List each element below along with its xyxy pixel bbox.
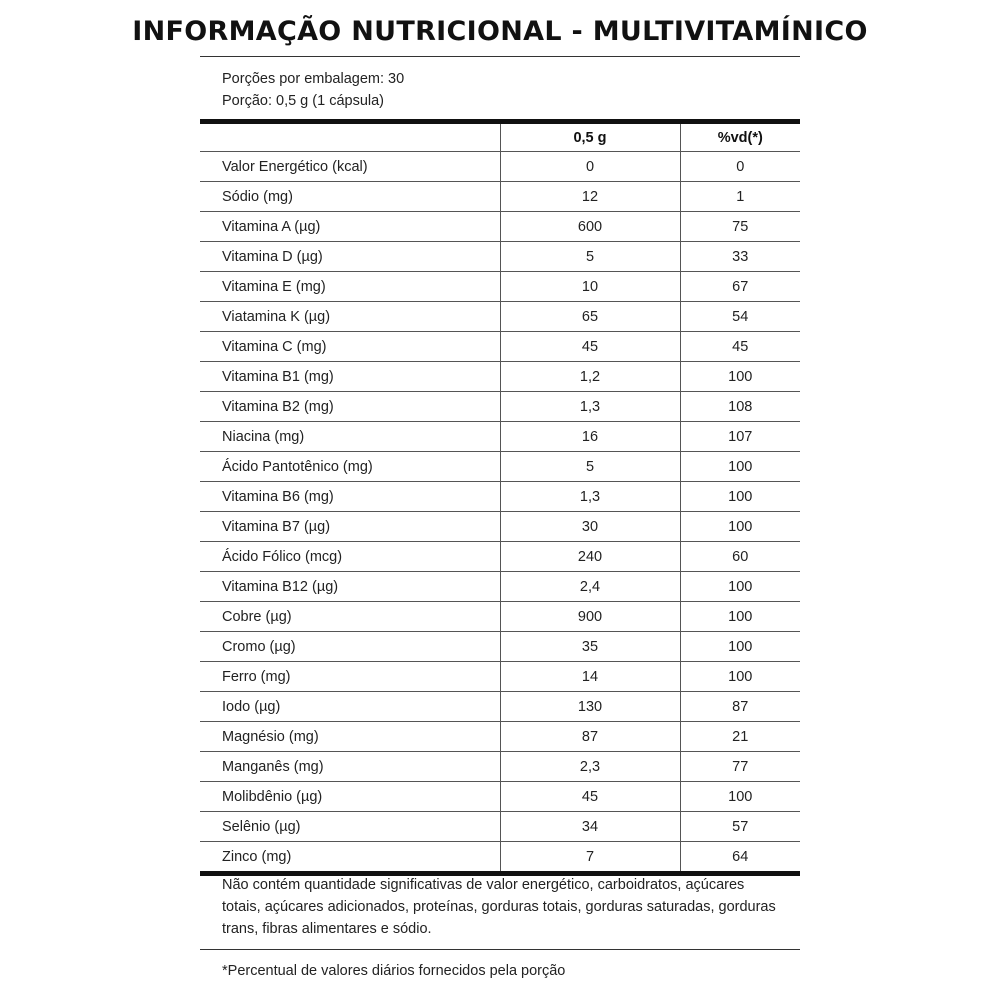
nutrient-amount: 130 xyxy=(500,692,680,722)
table-row xyxy=(200,572,800,602)
nutrient-amount: 16 xyxy=(500,422,680,452)
table-row xyxy=(200,422,800,452)
table-row xyxy=(200,602,800,632)
nutrient-name: Vitamina B12 (µg) xyxy=(200,572,500,602)
table-row xyxy=(200,332,800,362)
nutrient-daily-value: 21 xyxy=(680,722,800,752)
percent-daily-note: *Percentual de valores diários fornecidos pela porção xyxy=(222,963,566,979)
nutrient-daily-value: 1 xyxy=(680,182,800,212)
nutrient-name: Viatamina K (µg) xyxy=(200,302,500,332)
table-header-row xyxy=(200,122,800,152)
nutrient-name: Niacina (mg) xyxy=(200,422,500,452)
table-row xyxy=(200,632,800,662)
nutrient-amount: 10 xyxy=(500,272,680,302)
nutrient-amount: 0 xyxy=(500,152,680,182)
nutrient-daily-value: 108 xyxy=(680,392,800,422)
nutrient-name: Vitamina D (µg) xyxy=(200,242,500,272)
nutrient-daily-value: 100 xyxy=(680,632,800,662)
nutrient-daily-value: 33 xyxy=(680,242,800,272)
nutrient-daily-value: 100 xyxy=(680,482,800,512)
nutrient-name: Vitamina B7 (µg) xyxy=(200,512,500,542)
nutrient-name: Vitamina A (µg) xyxy=(200,212,500,242)
nutrient-name: Vitamina B2 (mg) xyxy=(200,392,500,422)
nutrient-name: Molibdênio (µg) xyxy=(200,782,500,812)
nutrient-amount: 87 xyxy=(500,722,680,752)
nutrient-daily-value: 45 xyxy=(680,332,800,362)
table-row xyxy=(200,362,800,392)
table-row xyxy=(200,542,800,572)
nutrient-name: Ferro (mg) xyxy=(200,662,500,692)
nutrient-name: Cobre (µg) xyxy=(200,602,500,632)
nutrient-daily-value: 107 xyxy=(680,422,800,452)
table-row xyxy=(200,152,800,182)
nutrition-table-body xyxy=(200,152,800,874)
nutrient-name: Vitamina B6 (mg) xyxy=(200,482,500,512)
table-row xyxy=(200,392,800,422)
nutrient-daily-value: 100 xyxy=(680,362,800,392)
nutrient-amount: 900 xyxy=(500,602,680,632)
nutrient-daily-value: 60 xyxy=(680,542,800,572)
table-row xyxy=(200,272,800,302)
table-row xyxy=(200,212,800,242)
table-row xyxy=(200,812,800,842)
nutrient-name: Vitamina B1 (mg) xyxy=(200,362,500,392)
table-row xyxy=(200,452,800,482)
serving-info xyxy=(222,68,404,112)
nutrient-daily-value: 100 xyxy=(680,512,800,542)
servings-per-package: Porções por embalagem: 30 xyxy=(222,71,405,87)
table-row xyxy=(200,662,800,692)
nutrient-amount: 1,3 xyxy=(500,392,680,422)
nutrient-daily-value: 100 xyxy=(680,782,800,812)
footnote-divider xyxy=(200,949,800,950)
nutrient-amount: 35 xyxy=(500,632,680,662)
table-row xyxy=(200,842,800,874)
nutrition-table xyxy=(200,119,800,876)
nutrient-name: Ácido Pantotênico (mg) xyxy=(200,452,500,482)
nutrient-name: Valor Energético (kcal) xyxy=(200,152,500,182)
nutrient-daily-value: 67 xyxy=(680,272,800,302)
table-row xyxy=(200,242,800,272)
portion-size: Porção: 0,5 g (1 cápsula) xyxy=(222,93,385,109)
table-row xyxy=(200,482,800,512)
nutrient-daily-value: 54 xyxy=(680,302,800,332)
nutrient-name: Manganês (mg) xyxy=(200,752,500,782)
nutrient-name: Ácido Fólico (mcg) xyxy=(200,542,500,572)
nutrient-amount: 5 xyxy=(500,452,680,482)
nutrient-amount: 7 xyxy=(500,842,680,874)
nutrient-amount: 65 xyxy=(500,302,680,332)
table-row xyxy=(200,302,800,332)
nutrient-amount: 1,2 xyxy=(500,362,680,392)
page-title: INFORMAÇÃO NUTRICIONAL - MULTIVITAMÍNICO xyxy=(132,16,868,47)
nutrient-daily-value: 57 xyxy=(680,812,800,842)
nutrient-amount: 240 xyxy=(500,542,680,572)
nutrient-amount: 2,3 xyxy=(500,752,680,782)
nutrient-name: Iodo (µg) xyxy=(200,692,500,722)
nutrient-amount: 45 xyxy=(500,332,680,362)
nutrient-daily-value: 100 xyxy=(680,452,800,482)
table-row xyxy=(200,782,800,812)
nutrient-name: Cromo (µg) xyxy=(200,632,500,662)
title-divider xyxy=(200,56,800,57)
nutrient-amount: 14 xyxy=(500,662,680,692)
nutrient-daily-value: 100 xyxy=(680,572,800,602)
nutrient-daily-value: 87 xyxy=(680,692,800,722)
nutrient-daily-value: 100 xyxy=(680,602,800,632)
nutrient-amount: 45 xyxy=(500,782,680,812)
nutrient-name: Magnésio (mg) xyxy=(200,722,500,752)
table-row xyxy=(200,512,800,542)
nutrient-name: Vitamina E (mg) xyxy=(200,272,500,302)
nutrient-daily-value: 64 xyxy=(680,842,800,874)
nutrient-amount: 600 xyxy=(500,212,680,242)
nutrient-name: Zinco (mg) xyxy=(222,848,292,865)
nutrient-amount: 2,4 xyxy=(500,572,680,602)
nutrient-daily-value: 75 xyxy=(680,212,800,242)
footnote-text: Não contém quantidade significativas de valor energético, carboidratos, açúcares totais, açúcares adicionados, proteínas, gorduras totais, gorduras saturadas, gorduras trans, fibras alimentares e sódio. xyxy=(222,877,776,937)
nutrient-amount: 1,3 xyxy=(500,482,680,512)
nutrient-daily-value: 0 xyxy=(680,152,800,182)
table-row xyxy=(200,692,800,722)
nutrient-name: Sódio (mg) xyxy=(200,182,500,212)
table-row xyxy=(200,752,800,782)
table-row xyxy=(200,722,800,752)
nutrient-name: Selênio (µg) xyxy=(200,812,500,842)
nutrient-amount: 12 xyxy=(500,182,680,212)
header-amount: 0,5 g xyxy=(500,122,680,152)
nutrient-daily-value: 100 xyxy=(680,662,800,692)
nutrient-amount: 34 xyxy=(500,812,680,842)
table-row xyxy=(200,182,800,212)
nutrient-amount: 30 xyxy=(500,512,680,542)
nutrient-amount: 5 xyxy=(500,242,680,272)
header-daily-value: %vd(*) xyxy=(680,122,800,152)
header-nutrient xyxy=(200,122,500,152)
nutrient-daily-value: 77 xyxy=(680,752,800,782)
nutrient-name: Vitamina C (mg) xyxy=(200,332,500,362)
